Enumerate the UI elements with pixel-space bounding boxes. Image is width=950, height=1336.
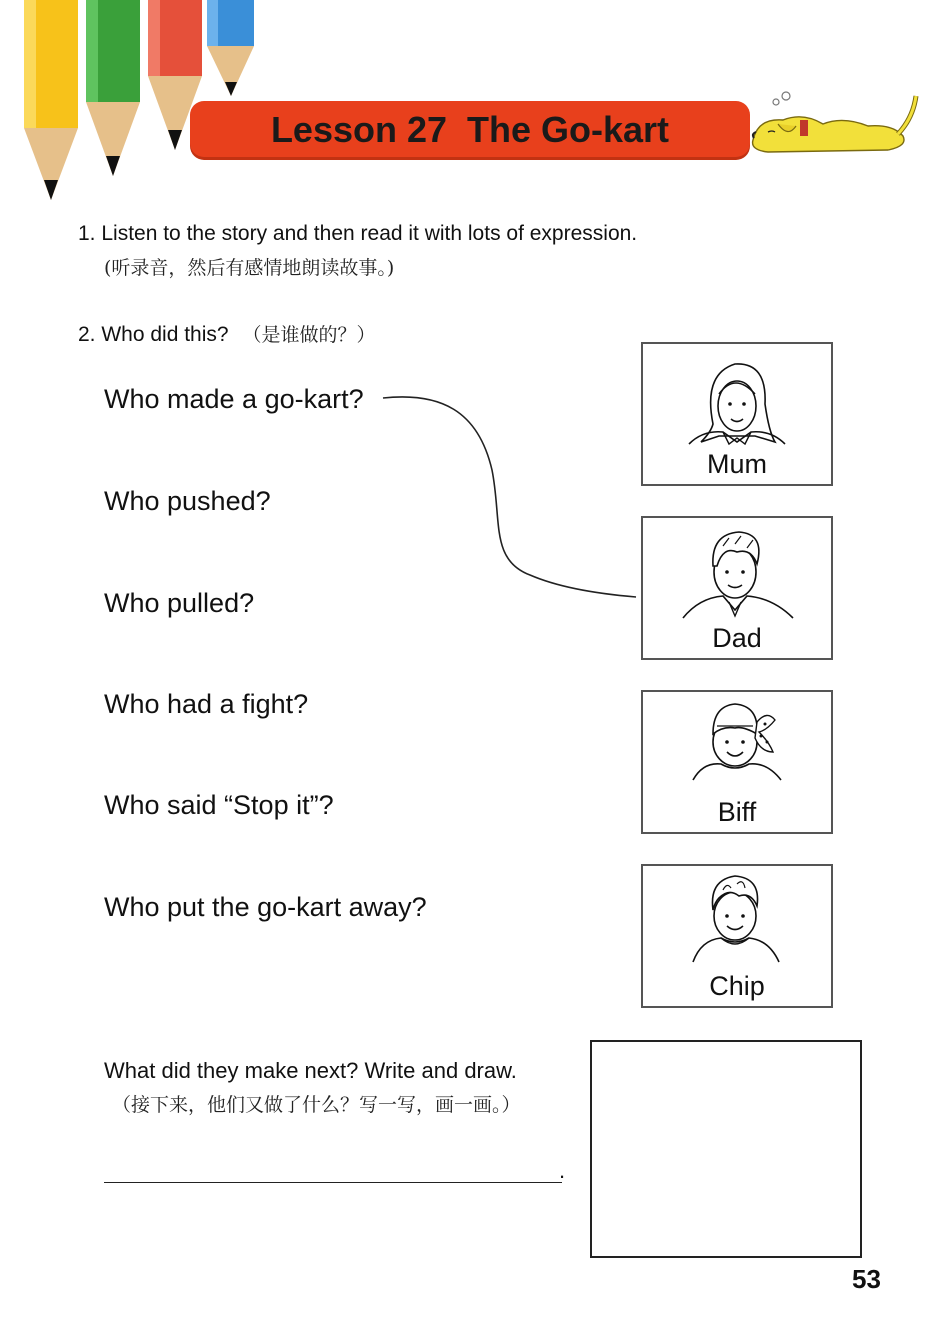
- activity-1-instruction-chinese: (听录音，然后有感情地朗读故事。): [104, 257, 395, 279]
- drawing-box[interactable]: [590, 1040, 862, 1258]
- green-pencil-icon: [86, 0, 140, 176]
- question-made-go-kart[interactable]: Who made a go-kart?: [104, 384, 364, 414]
- activity-2-instruction-chinese: （是谁做的？）: [242, 324, 376, 346]
- answer-line-period: .: [559, 1158, 566, 1183]
- activity-2-instruction-english: 2. Who did this?: [78, 323, 229, 346]
- lesson-title: Lesson 27 The Go-kart: [270, 109, 670, 150]
- activity-3-instruction-chinese: （接下来，他们又做了什么？写一写，画一画。）: [112, 1094, 521, 1116]
- activity-2-instruction: [78, 320, 375, 347]
- title-banner: [190, 101, 750, 157]
- character-name-dad: Dad: [712, 623, 762, 653]
- character-card-biff[interactable]: [641, 690, 833, 834]
- character-card-dad[interactable]: [641, 516, 833, 660]
- question-said-stop-it[interactable]: Who said “Stop it”?: [104, 790, 334, 820]
- answer-writing-line[interactable]: [104, 1156, 562, 1183]
- character-name-mum: Mum: [707, 449, 767, 479]
- question-pushed[interactable]: Who pushed?: [104, 486, 271, 516]
- question-pulled[interactable]: Who pulled?: [104, 588, 255, 618]
- question-put-go-kart-away[interactable]: Who put the go-kart away?: [104, 892, 427, 922]
- character-card-mum[interactable]: [641, 342, 833, 486]
- character-name-chip: Chip: [709, 971, 765, 1001]
- blue-pencil-icon: [207, 0, 254, 96]
- question-had-fight[interactable]: Who had a fight?: [104, 689, 309, 719]
- yellow-pencil-icon: [24, 0, 78, 200]
- character-card-chip[interactable]: [641, 864, 833, 1008]
- activity-3-instruction: What did they make next? Write and draw.: [104, 1058, 517, 1083]
- sleeping-dog-icon: [748, 88, 923, 160]
- page-number: 53: [852, 1264, 881, 1294]
- character-name-biff: Biff: [717, 797, 757, 827]
- activity-1-instruction: 1. Listen to the story and then read it with lots of expression.: [78, 222, 638, 245]
